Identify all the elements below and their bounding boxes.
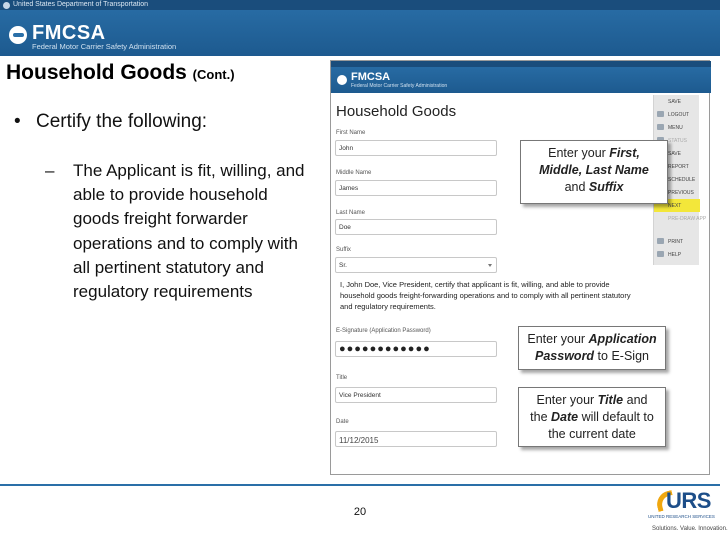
department-name: United States Department of Transportation <box>13 1 149 8</box>
first-name-label: First Name <box>336 130 366 136</box>
esig-label: E-Signature (Application Password) <box>336 328 431 334</box>
form-banner-strip <box>331 61 711 67</box>
bullet-sub-text: The Applicant is fit, willing, and able to provide household goods freight forwarder operations and to comply with all pertinent statutory and regulatory requirements <box>73 161 305 302</box>
callout-name-suffix: Suffix <box>588 180 624 194</box>
side-item-label: NEXT <box>668 203 682 209</box>
callout-td-date: Date <box>551 410 579 424</box>
callout-td-pre: Enter your <box>536 393 598 407</box>
form-brand-sub: Federal Motor Carrier Safety Administration <box>351 83 448 89</box>
slide-title-main: Household Goods <box>6 61 187 84</box>
bullet-sub <box>45 159 315 304</box>
side-item-label: STATUS <box>668 138 687 144</box>
form-heading: Household Goods <box>336 103 457 120</box>
first-name-input[interactable]: John <box>335 140 497 156</box>
page-number: 20 <box>353 506 367 518</box>
bullet-dot-icon: • <box>14 111 21 132</box>
side-item-label: PRE-DRAW APP <box>668 216 707 222</box>
fmcsa-banner <box>0 0 720 56</box>
fmcsa-brand: FMCSA <box>32 22 106 44</box>
bullet-main <box>14 111 207 133</box>
certify-statement: I, John Doe, Vice President, certify that applicant is fit, willing, and able to provide household goods freight-forwarding operations and to comply with all pertinent statutory and regulatory requirements. <box>340 280 631 311</box>
middle-name-label: Middle Name <box>336 170 372 176</box>
last-name-input[interactable]: Doe <box>335 219 497 235</box>
urs-logo-sub: Solutions. Value. Innovation. <box>652 526 728 532</box>
suffix-select[interactable]: Sr. <box>335 257 497 273</box>
callout-td-title: Title <box>597 393 624 407</box>
fmcsa-logo-icon <box>9 26 27 44</box>
callout-title-date <box>518 387 666 447</box>
print-icon <box>657 238 664 244</box>
dot-strip <box>0 0 720 10</box>
title-input[interactable]: Vice President <box>335 387 497 403</box>
middle-name-input[interactable]: James <box>335 180 497 196</box>
callout-td-current: the current date <box>548 427 636 441</box>
side-item-label: HELP <box>668 252 682 258</box>
side-item-label: MENU <box>668 125 683 131</box>
side-item-label: LOGOUT <box>668 112 690 118</box>
help-icon <box>657 251 664 257</box>
slide-title-suffix: (Cont.) <box>192 67 235 82</box>
callout-td-and: and <box>623 393 648 407</box>
callout-td-default: will default to <box>578 410 654 424</box>
date-input[interactable]: 11/12/2015 <box>335 431 497 447</box>
logout-icon <box>657 111 664 117</box>
form-fmcsa-logo-icon <box>337 75 347 85</box>
callout-td-the: the <box>530 410 552 424</box>
callout-name-and: and <box>564 180 589 194</box>
footer-rule <box>0 484 720 486</box>
fmcsa-subtitle: Federal Motor Carrier Safety Administration <box>32 42 177 51</box>
callout-password <box>518 326 666 370</box>
callout-name-first: First, <box>609 146 640 160</box>
side-item-save-top[interactable] <box>654 95 700 108</box>
callout-name-pre: Enter your <box>548 146 610 160</box>
esig-password-input[interactable]: ●●●●●●●●●●●● <box>335 341 497 357</box>
callout-password-post: to E-Sign <box>594 349 649 363</box>
bullet-main-text: Certify the following: <box>36 111 208 132</box>
side-item-logout[interactable] <box>654 108 700 121</box>
suffix-label: Suffix <box>336 247 351 253</box>
last-name-label: Last Name <box>336 210 366 216</box>
slide-title <box>6 61 235 85</box>
side-item-label: SCHEDULE <box>668 177 696 183</box>
side-item-label: REPORT <box>668 164 689 170</box>
side-item-label: PRINT <box>668 239 683 245</box>
callout-password-pre: Enter your <box>527 332 589 346</box>
date-label: Date <box>336 419 349 425</box>
side-item-label: SAVE <box>668 151 681 157</box>
form-banner <box>331 61 711 93</box>
side-item-label: PREVIOUS <box>668 190 694 196</box>
side-item-menu[interactable] <box>654 121 700 134</box>
bullet-dash: – <box>45 161 55 180</box>
urs-logo-tag: UNITED RESEARCH SERVICES <box>648 514 715 519</box>
callout-name-middle-last: Middle, Last Name <box>539 163 649 177</box>
title-label: Title <box>336 375 348 381</box>
side-item-print[interactable] <box>654 235 700 248</box>
form-brand: FMCSA <box>351 71 391 83</box>
side-item-predraw[interactable] <box>654 212 707 225</box>
callout-password-word: Password <box>535 349 595 363</box>
urs-logo-word: URS <box>666 488 711 513</box>
urs-logo <box>648 488 728 538</box>
callout-name <box>520 140 668 204</box>
callout-password-app: Application <box>588 332 657 346</box>
dot-seal-icon <box>3 2 10 9</box>
side-item-help[interactable] <box>654 248 700 261</box>
menu-icon <box>657 124 664 130</box>
side-item-label: SAVE <box>668 99 681 105</box>
